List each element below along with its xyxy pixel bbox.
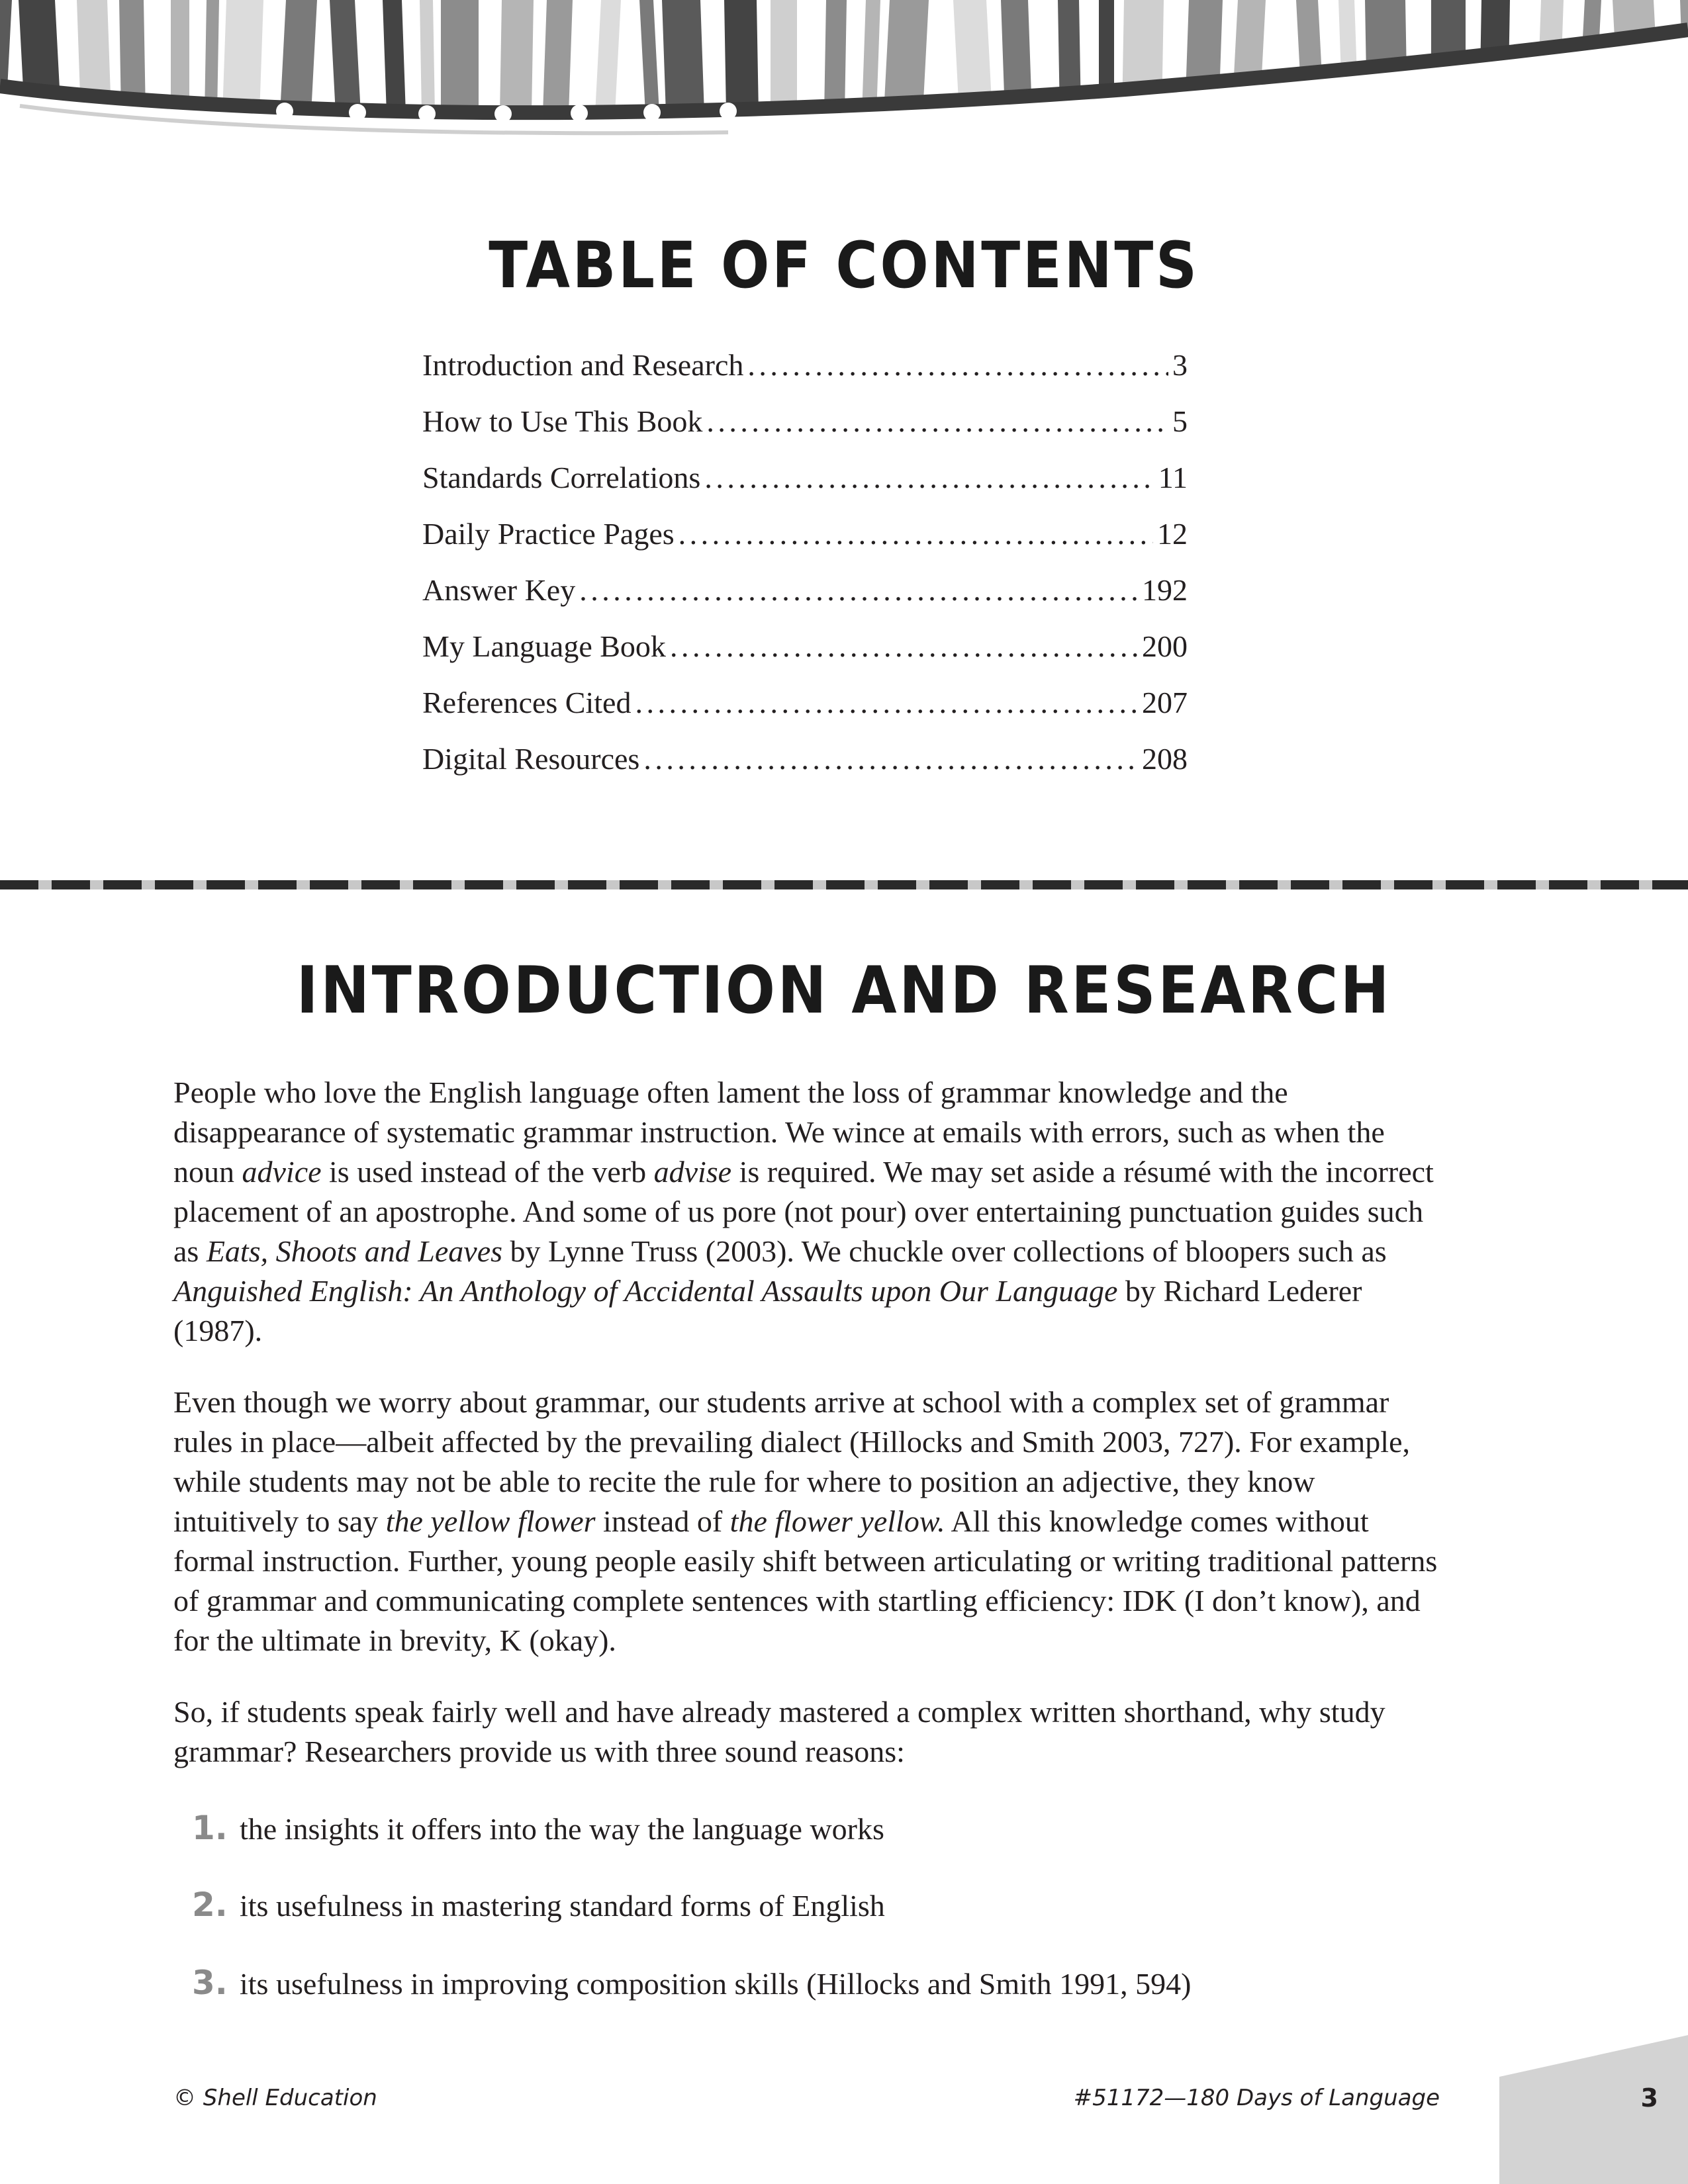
toc-leader-dots (670, 629, 1138, 664)
reason-number: 2. (192, 1886, 228, 1924)
toc-leader-dots (635, 685, 1138, 720)
italic-term: advice (242, 1155, 322, 1189)
reason-text: its usefulness in mastering standard forms of English (240, 1889, 885, 1923)
intro-heading: INTRODUCTION AND RESEARCH (296, 953, 1392, 1028)
toc-entry[interactable] (422, 460, 1188, 516)
reason-number: 1. (192, 1809, 228, 1847)
reason-text: its usefulness in improving composition skills (Hillocks and Smith 1991, 594) (240, 1967, 1192, 2001)
italic-phrase: the flower yellow. (729, 1504, 945, 1538)
toc-entry-title: Digital Resources (422, 742, 640, 776)
text-run: is used instead of the verb (321, 1155, 654, 1189)
text-run: All this knowledge comes without formal instruction. Further, young people easily shift between articulating or writing traditional patterns of grammar and communicating complete sentences with startling efficiency: IDK (I don’t know), and for the ultimate in brevity, K (okay). (173, 1504, 1438, 1657)
toc-leader-dots (643, 741, 1138, 776)
intro-paragraph-1 (173, 1073, 1444, 1351)
toc-leader-dots (579, 572, 1138, 608)
header-decoration (0, 0, 1688, 152)
toc-entry-title: Introduction and Research (422, 348, 744, 382)
reason-item (192, 1964, 1383, 2002)
toc-entry-page: 5 (1172, 404, 1188, 438)
toc-entry-title: Standards Correlations (422, 461, 701, 494)
toc-list (422, 347, 1188, 797)
footer-publisher: © Shell Education (173, 2085, 377, 2111)
page-number: 3 (1640, 2083, 1658, 2113)
footer-book-title: #51172—180 Days of Language (1073, 2085, 1440, 2111)
toc-entry[interactable] (422, 685, 1188, 741)
toc-entry[interactable] (422, 741, 1188, 797)
toc-leader-dots (704, 460, 1154, 495)
reason-item (192, 1886, 1383, 1924)
toc-entry-title: My Language Book (422, 629, 666, 663)
toc-entry-page: 207 (1142, 686, 1188, 719)
toc-entry-page: 192 (1142, 573, 1188, 607)
text-run: by Richard Lederer (1987). (173, 1274, 1362, 1347)
italic-phrase: the yellow flower (385, 1504, 596, 1538)
toc-entry-page: 11 (1158, 461, 1188, 494)
toc-entry[interactable] (422, 629, 1188, 685)
italic-term: advise (653, 1155, 732, 1189)
toc-entry-title: Answer Key (422, 573, 576, 607)
reason-text: the insights it offers into the way the language works (240, 1812, 884, 1846)
section-divider (0, 880, 1688, 889)
reason-number: 3. (192, 1964, 228, 2002)
intro-paragraph-3: So, if students speak fairly well and have already mastered a complex written shorthand, why study grammar? Researchers provide us with three sound reasons: (173, 1695, 1385, 1768)
reason-item (192, 1809, 1383, 1847)
toc-leader-dots (706, 404, 1168, 439)
toc-leader-dots (679, 516, 1153, 551)
toc-entry-title: References Cited (422, 686, 632, 719)
toc-entry[interactable] (422, 572, 1188, 629)
toc-entry[interactable] (422, 404, 1188, 460)
book-title: Anguished English: An Anthology of Accidental Assaults upon Our Language (173, 1274, 1118, 1308)
toc-heading: TABLE OF CONTENTS (489, 228, 1199, 302)
toc-entry-page: 12 (1157, 517, 1188, 551)
toc-entry-page: 200 (1142, 629, 1188, 663)
intro-paragraph-2 (173, 1383, 1444, 1661)
text-run: is required. We may set aside a résumé with the incorrect placement of an apostrophe. And some of us pore (not pour) over entertaining punctuation guides such as (173, 1155, 1434, 1268)
text-run: Even though we worry about grammar, our students arrive at school with a complex set of grammar rules in place—albeit affected by the prevailing dialect (Hillocks and Smith 2003, 727). For example, while students may not be able to recite the rule for where to position an adjective, they know intuitively to say (173, 1385, 1411, 1538)
toc-entry-page: 208 (1142, 742, 1188, 776)
text-run: by Lynne Truss (2003). We chuckle over collections of bloopers such as (502, 1234, 1387, 1268)
toc-entry[interactable] (422, 516, 1188, 572)
book-title: Eats, Shoots and Leaves (206, 1234, 503, 1268)
toc-entry-title: Daily Practice Pages (422, 517, 675, 551)
toc-leader-dots (747, 347, 1168, 383)
text-run: instead of (595, 1504, 730, 1538)
text-run: People who love the English language often lament the loss of grammar knowledge and the disappearance of systematic grammar instruction. We wince at emails with errors, such as when the noun (173, 1075, 1385, 1189)
toc-entry-page: 3 (1172, 348, 1188, 382)
toc-entry-title: How to Use This Book (422, 404, 703, 438)
toc-entry[interactable] (422, 347, 1188, 404)
